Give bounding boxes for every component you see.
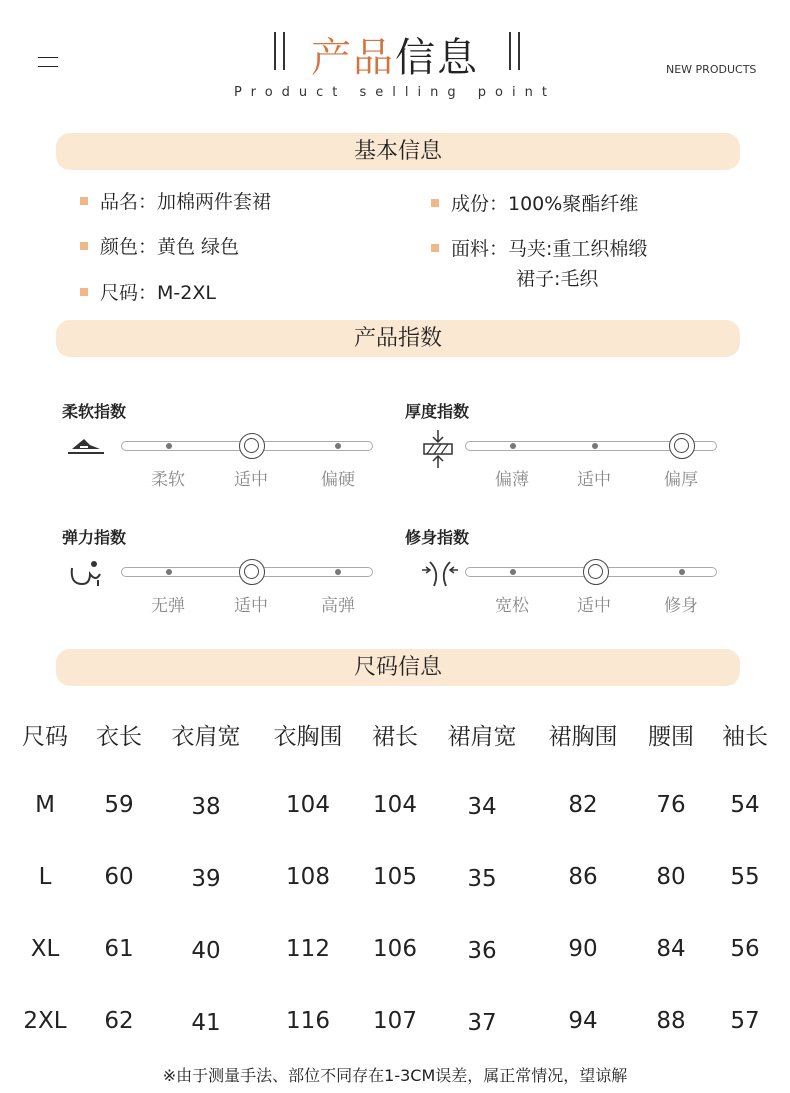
table-cell: 54: [730, 792, 760, 818]
table-cell: 60: [104, 864, 134, 890]
info-fabric: 面料：马夹:重工织棉缎: [431, 234, 647, 261]
table-cell: 41: [191, 1010, 221, 1036]
table-cell: 2XL: [23, 1008, 67, 1034]
table-cell: 90: [568, 936, 598, 962]
table-cell: 76: [656, 792, 686, 818]
new-products-label: NEW PRODUCTS: [666, 63, 757, 76]
title-accent: 产品: [311, 35, 395, 81]
table-header: 腰围: [648, 724, 694, 750]
info-name: 品名：加棉两件套裙: [80, 187, 271, 214]
bullet-icon: [80, 288, 88, 296]
table-header: 尺码: [22, 724, 68, 750]
table-cell: 55: [730, 864, 760, 890]
elasticity-dot: [335, 569, 341, 575]
fit-tick: 修身: [664, 596, 698, 616]
table-cell: 88: [656, 1008, 686, 1034]
table-cell: 107: [373, 1008, 417, 1034]
fit-tick: 宽松: [495, 596, 529, 616]
measurement-note: ※由于测量手法、部位不同存在1-3CM误差，属正常情况，望谅解: [162, 1066, 628, 1085]
bullet-icon: [431, 199, 439, 207]
softness-tick: 适中: [234, 470, 268, 490]
thickness-icon: [422, 430, 454, 470]
table-cell: 80: [656, 864, 686, 890]
table-cell: 62: [104, 1008, 134, 1034]
softness-dot: [335, 443, 341, 449]
table-cell: 104: [286, 792, 330, 818]
table-header: 衣长: [96, 724, 142, 750]
elasticity-knob[interactable]: [239, 559, 265, 585]
softness-icon: [66, 433, 106, 457]
table-cell: 38: [191, 794, 221, 820]
section-product-index: 产品指数: [56, 320, 740, 357]
thickness-knob[interactable]: [669, 433, 695, 459]
table-header: 裙胸围: [548, 724, 618, 750]
softness-tick: 偏硬: [321, 470, 355, 490]
table-cell: 86: [568, 864, 598, 890]
table-cell: 108: [286, 864, 330, 890]
section-size-info: 尺码信息: [56, 649, 740, 686]
elasticity-tick: 高弹: [321, 596, 355, 616]
table-cell: 35: [467, 866, 497, 892]
softness-tick: 柔软: [151, 470, 185, 490]
fit-icon: [420, 558, 460, 590]
table-cell: 116: [286, 1008, 330, 1034]
fit-tick: 适中: [577, 596, 611, 616]
fit-dot: [510, 569, 516, 575]
thickness-tick: 偏厚: [664, 470, 698, 490]
thickness-dot: [510, 443, 516, 449]
table-cell: 57: [730, 1008, 760, 1034]
table-header: 袖长: [722, 724, 768, 750]
softness-dot: [166, 443, 172, 449]
table-cell: L: [38, 864, 52, 890]
thickness-dot: [592, 443, 598, 449]
table-header: 衣胸围: [273, 724, 343, 750]
softness-knob[interactable]: [239, 433, 265, 459]
info-color: 颜色：黄色 绿色: [80, 232, 239, 259]
table-header: 裙肩宽: [447, 724, 517, 750]
table-cell: 94: [568, 1008, 598, 1034]
table-cell: XL: [30, 936, 60, 962]
bullet-icon: [80, 197, 88, 205]
table-cell: 82: [568, 792, 598, 818]
index-thickness-label: 厚度指数: [405, 402, 470, 421]
info-fabric-skirt: 裙子:毛织: [516, 268, 599, 290]
elasticity-tick: 无弹: [151, 596, 185, 616]
thickness-tick: 偏薄: [495, 470, 529, 490]
table-cell: 40: [191, 938, 221, 964]
fit-knob[interactable]: [583, 559, 609, 585]
table-cell: 104: [373, 792, 417, 818]
table-cell: 112: [286, 936, 330, 962]
index-fit-label: 修身指数: [405, 528, 470, 547]
table-cell: M: [35, 792, 55, 818]
table-cell: 61: [104, 936, 134, 962]
elasticity-icon: [68, 558, 104, 588]
table-header: 衣肩宽: [171, 724, 241, 750]
table-cell: 84: [656, 936, 686, 962]
info-composition: 成份：100%聚酯纤维: [431, 189, 638, 216]
table-header: 裙长: [372, 724, 418, 750]
elasticity-dot: [166, 569, 172, 575]
table-cell: 106: [373, 936, 417, 962]
table-cell: 39: [191, 866, 221, 892]
fit-dot: [679, 569, 685, 575]
bullet-icon: [80, 242, 88, 250]
table-cell: 56: [730, 936, 760, 962]
table-cell: 105: [373, 864, 417, 890]
title-rest: 信息: [395, 35, 479, 81]
index-elasticity-label: 弹力指数: [62, 528, 127, 547]
table-cell: 37: [467, 1010, 497, 1036]
subtitle: Product selling point: [234, 85, 556, 100]
elasticity-tick: 适中: [234, 596, 268, 616]
index-softness-label: 柔软指数: [62, 402, 127, 421]
table-cell: 36: [467, 938, 497, 964]
info-size: 尺码：M-2XL: [80, 278, 216, 305]
bullet-icon: [431, 244, 439, 252]
table-cell: 34: [467, 794, 497, 820]
thickness-tick: 适中: [577, 470, 611, 490]
section-basic-info: 基本信息: [56, 133, 740, 170]
table-cell: 59: [104, 792, 134, 818]
